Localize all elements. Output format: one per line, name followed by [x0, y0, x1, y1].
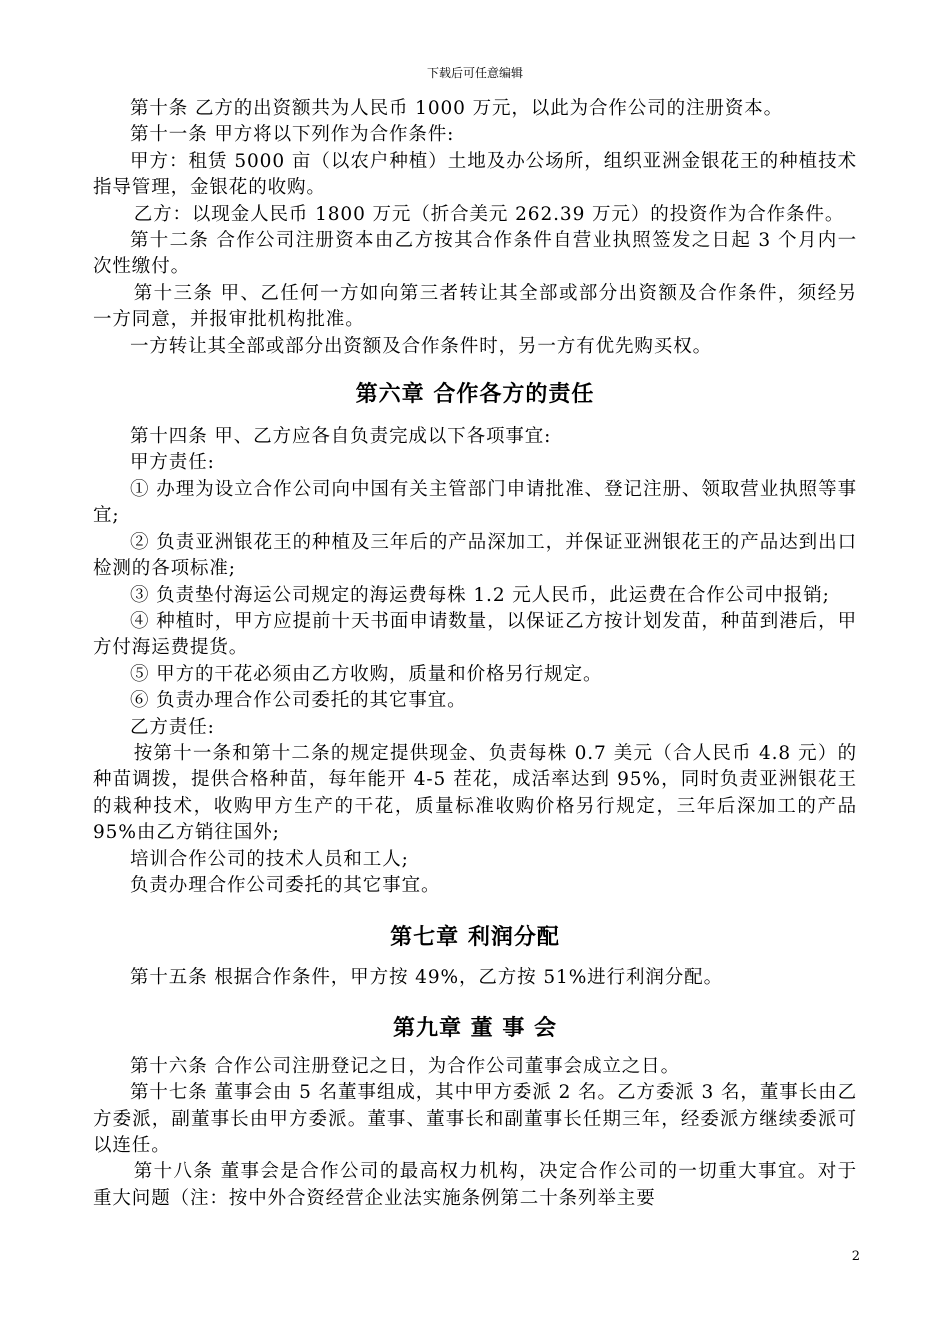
paragraph: 按第十一条和第十二条的规定提供现金、负责每株 0.7 美元（合人民币 4.8 元）的种苗调拨，提供合格种苗，每年能开 4-5 茬花，成活率达到 95%，同时负责亚洲银花王的栽种技术，收购甲方生产的干花，质量标准收购价格另行规定，三年后深加工的产品 95%由乙方销往国外;: [93, 742, 857, 844]
paragraph: 负责办理合作公司委托的其它事宜。: [130, 874, 441, 896]
list-item: ④ 种植时，甲方应提前十天书面申请数量，以保证乙方按计划发苗，种苗到港后，甲方付海运费提货。: [93, 610, 857, 659]
paragraph: 第十六条 合作公司注册登记之日，为合作公司董事会成立之日。: [130, 1055, 680, 1077]
paragraph: 一方转让其全部或部分出资额及合作条件时，另一方有优先购买权。: [130, 335, 713, 357]
page-number: 2: [851, 1249, 860, 1264]
paragraph: 乙方：以现金人民币 1800 万元（折合美元 262.39 万元）的投资作为合作条件。: [133, 203, 845, 225]
document-body: [93, 96, 857, 1212]
paragraph: 第十一条 甲方将以下列作为合作条件:: [130, 124, 455, 146]
paragraph: 培训合作公司的技术人员和工人;: [130, 848, 409, 870]
chapter-9-heading: 第九章 董 事 会: [393, 1015, 557, 1041]
paragraph: 第十条 乙方的出资额共为人民币 1000 万元，以此为合作公司的注册资本。: [130, 98, 784, 119]
list-item: ⑤ 甲方的干花必须由乙方收购，质量和价格另行规定。: [130, 663, 603, 685]
list-item: ① 办理为设立合作公司向中国有关主管部门申请批准、登记注册、领取营业执照等事宜;: [93, 478, 857, 527]
paragraph: 第十三条 甲、乙任何一方如向第三者转让其全部或部分出资额及合作条件，须经另一方同意，并报审批机构批准。: [93, 282, 857, 331]
paragraph: 乙方责任:: [130, 716, 215, 738]
page-header: 下载后可任意编辑: [426, 66, 523, 80]
paragraph: 第十四条 甲、乙方应各自负责完成以下各项事宜:: [130, 426, 552, 448]
paragraph: 甲方责任:: [130, 452, 215, 474]
paragraph: 第十五条 根据合作条件，甲方按 49%，乙方按 51%进行利润分配。: [130, 967, 723, 989]
paragraph: 第十七条 董事会由 5 名董事组成，其中甲方委派 2 名。乙方委派 3 名，董事长由乙方委派，副董事长由甲方委派。董事、董事长和副董事长任期三年，经委派方继续委派可以连任。: [93, 1082, 857, 1156]
paragraph: 甲方：租赁 5000 亩（以农户种植）土地及办公场所，组织亚洲金银花王的种植技术指导管理，金银花的收购。: [93, 150, 857, 199]
list-item: ③ 负责垫付海运公司规定的海运费每株 1.2 元人民币，此运费在合作公司中报销;: [130, 584, 830, 606]
paragraph: 第十八条 董事会是合作公司的最高权力机构，决定合作公司的一切重大事宜。对于重大问题（注：按中外合资经营企业法实施条例第二十条列举主要: [93, 1161, 857, 1209]
paragraph: 第十二条 合作公司注册资本由乙方按其合作条件自营业执照签发之日起 3 个月内一次性缴付。: [93, 230, 857, 278]
chapter-6-heading: 第六章 合作各方的责任: [355, 382, 595, 408]
chapter-7-heading: 第七章 利润分配: [390, 925, 560, 951]
list-item: ⑥ 负责办理合作公司委托的其它事宜。: [130, 690, 467, 712]
list-item: ② 负责亚洲银花王的种植及三年后的产品深加工，并保证亚洲银花王的产品达到出口检测的各项标准;: [93, 531, 857, 580]
